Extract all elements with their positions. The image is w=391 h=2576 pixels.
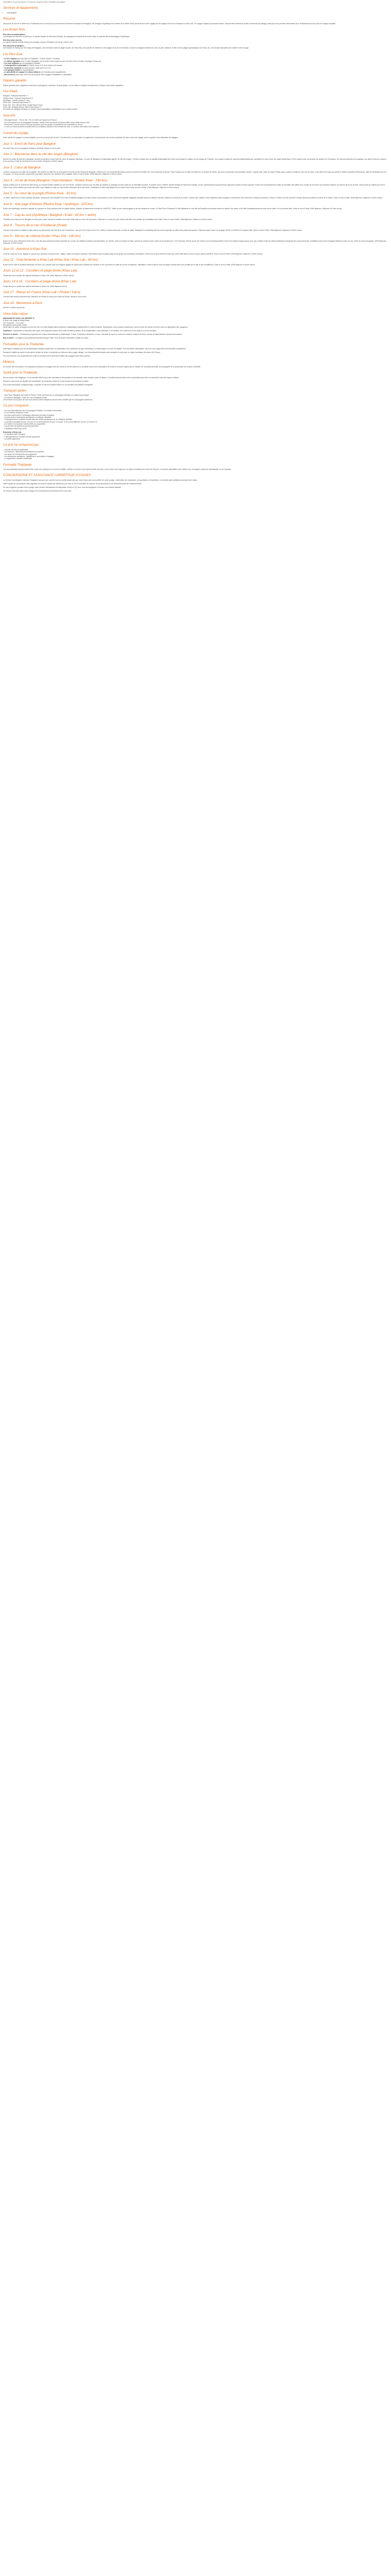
day-text: Route vers le parc national de Khao Sok, l'une des plus anciennes forêts tropicales du monde, aux falaises calcaires spectaculaires. En chemin, arrêt au temple du Tigre, perché au sommet d'une colline et accessible par 1 237 marches. Arrivée au lac de Cheow Larn et embarquement à bord d'un bateau longue queue pour une croisière entre les pitons karstiques émergeant des eaux émeraude. Installation dans votre bungalow flottant au cœur du lac. Dîner et nuit au bungalow. (Petit déjeuner, Déjeuner et Dîner inclus) [3, 240, 387, 245]
day-text: Temps libre pour profiter des plaisirs balnéaires à Khao Lak. (Petit déjeuner inclus) [3, 285, 67, 287]
sante-text: Aucun vaccin n'est obligatoire. Il est conseillé d'être à jour des vaccinations universelles et de consulter votre médecin avant le départ. Un traitement préventif contre le paludisme peut être recommandé selon les régions visitées. [3, 376, 180, 379]
asia-info-list [3, 119, 388, 128]
list-item: - La pension complète ou demi-pension (sauf jours 14 à 17) [3, 66, 51, 69]
itinerary-day [3, 224, 388, 231]
day-text: Arrivée en milieu de journée à Bangkok. Accueil et transfert à votre hôtel au cœur du quartier historique. Le nom de Bangkok en thaïlandais signifie "la cité des Anges". Premier contact avec la capitale thaïlandaise lors d'une promenade en bateau sur les klongs de Thonburi, ces canaux bordés de maisons traditionnelles qui constituent le cœur d'une vie locale authentique. En fin d'après-midi, découverte du quartier de Chinatown, l'un des plus animés de la capitale, aux allées riches en saveurs et en couleurs. Dîner de bienvenue et nuit à l'hôtel. (Déjeuner et Dîner inclus) [3, 158, 387, 163]
day-title: Jours 12 et 13 : Cocotiers et plage dorée (Khao Lak) [3, 269, 77, 273]
hotels-title: Vos hôtels [3, 89, 18, 93]
comprend-sub-list [3, 433, 388, 440]
day-text: Journée consacrée à la visite de la capitale. Découverte du Wat Pho, le plus grand et le plus ancien temple de Bangkok, célèbre pour son immense Bouddha couché recouvert de feuilles d'or. Puis traversée du fleuve Chao Phraya pour la visite du Wat Arun, le temple de l'Aube, aux tours recouvertes de porcelaine colorée. L'après-midi, visite du Grand Palais royal, ancienne résidence des rois de Siam, et du Wat Phra Kaew qui abrite le célèbre Bouddha d'Émeraude, objet de vénération de tout un peuple. En fin de journée, temps libre pour flâner dans les rues animées de la capitale. Dîner et nuit à l'hôtel. (Petit déjeuner, Déjeuner et Dîner inclus) [3, 171, 386, 176]
day-text: Transfert pour l'aéroport de Bangkok et envol pour Krabi. Accueil et transfert vers votre hôtel situé au cœur de la province. Déjeuner en cours de route. Après-midi libre pour profiter des installations de l'hôtel. Dîner et nuit à l'hôtel. (Petit déjeuner, Déjeuner et Dîner inclus) [3, 218, 212, 221]
temps-forts-group [3, 39, 388, 44]
carnet-text: Votre carnet de voyage en version digitale vous sera envoyé par courriel. Sur demande, et moyennant un supplément, Asia propose une version imprimée de votre carnet de voyage, avec un guide et des étiquettes de bagages. [3, 137, 178, 139]
formalite2-title: Formalité Thaïlande [3, 463, 32, 467]
list-item: - Les vols réguliers de la compagnie Emirates : départ Paris via Dubaï en Airbus A380, durée totale environ 16h. [3, 121, 90, 124]
list-item: - Vols Paris / Bangkok via Dubaï et Phuket / Paris via Dubaï sur la compagnie Emirates, en classe économique. [3, 394, 90, 397]
day-title: Jour 2 : Bienvenue dans la cité des Anges (Bangkok) [3, 152, 78, 157]
comprend-sub-title: Extension à Khao Lak : [3, 431, 23, 433]
temps-forts-heading: Des sites incontournables : [3, 33, 26, 36]
day-text: Temps libre pour profiter des plaisirs balnéaires à Khao Lak. (Petit déjeuner et Dîner inclus) [3, 274, 74, 277]
list-item: - Les vols internationaux sur la compagnie Emirates, en classe économique [3, 409, 62, 412]
formalites-text: Informations valables pour les ressortissants français uniquement, en possession d'un passeport de type biométrique ou électronique en cours de validité. Pour les autres nationalités, merci de vous rapprocher des autorités compétentes. [3, 348, 186, 350]
day-text: Arrivée en début de journée. [3, 307, 25, 309]
itinerary-day [3, 192, 388, 199]
day-title: Jour 8 : Trésors de la mer d'Andaman (Krabi) [3, 224, 67, 228]
list-item: - Les frais de visa (si applicable) [3, 448, 28, 451]
resume-title: Résumé [3, 17, 15, 21]
day-title: Jour 17 : Retour en France (Khao Lak / Phuket / Paris) [3, 290, 80, 294]
itinerary-day [3, 258, 388, 266]
list-item: - Les taxes aériennes et surcharges carburant (montant révisable) [3, 414, 55, 416]
carnet-title: Carnet de voyage [3, 131, 28, 135]
itinerary-day [3, 166, 388, 176]
day-title: Jour 18 : Bienvenue à Paris [3, 301, 43, 305]
conciergerie-title: CONCIERGERIE ET ASSISTANCE CARREFOUR VOYAGES [3, 473, 91, 478]
day-text: Le matin, départ pour le parc national d'Erawan, réputé pour ses cascades aux eaux cristallines étagées sur sept niveaux successifs au cœur d'une forêt tropicale. Baignade possible dans les bassins naturels. Déjeuner au bord de la rivière. L'après-midi, balade à dos d'éléphant dans la jungle ou découverte des environs en radeau de bambou. Retour à l'hôtel en fin de journée et temps libre pour profiter du calme de la rivière. Dîner et nuit à l'hôtel. (Petit déjeuner, Déjeuner et Dîner inclus) [3, 197, 382, 199]
day-title: Jour 5 : Au cœur de la jungle (Rivière Kwai - 60 km) [3, 191, 76, 195]
day-title: Jour 7 : Cap au sud (Ayutthaya / Bangkok / Krabi - 60 km + avion) [3, 213, 96, 217]
list-item: - Les boissons, dépenses personnelles et pourboires [3, 451, 44, 453]
list-item: Khao Lak : Mukdara Beach Villa & Spa Resort 4* [3, 106, 41, 109]
hotels-note: Ou hôtels de catégorie similaire en fonction des disponibilités. Classification aux normes locales. [3, 108, 78, 111]
itinerary-day [3, 234, 388, 244]
day-title: Jour 9 : Décors de cinéma (Krabi / Khao Sok - 180 km) [3, 234, 81, 239]
list-item: - L'hébergement en chambre double supérieure [3, 435, 40, 438]
temps-forts-text: Le marché insolite de Mae Klong, les cascades du parc d'Erawan et le lac de Cheow Larn. [3, 41, 73, 44]
list-item: - Pourboires : prévoir environ 30 € par personne pour les guides et chauffeurs sur l'ensemble du circuit. [3, 123, 83, 126]
temps-forts-title: Les temps forts [3, 28, 25, 32]
list-item: - L'hébergement en chambre double dans les hôtels mentionnés ou de catégorie similaire [3, 418, 73, 421]
comprend-title: Ce prix comprend [3, 404, 28, 408]
day-title: Jour 1 : Envol de Paris pour Bangkok [3, 142, 56, 146]
plus-asia-title: Les Plus Asia [3, 52, 23, 56]
hotel-info-line: A Khao Lak, plage de Bang Niang [3, 319, 29, 322]
day-text: Lever de soleil sur le lac. Balade en canoë pour observer la faune locale : singes, calaos et oiseaux tropicaux. Randonnée dans la jungle jusqu'à une grotte aux formations étonnantes. Retour sur la terre ferme et route vers votre hôtel situé à l'orée du parc. Après-midi libre. Dîner et nuit à l'hôtel. (Petit déjeuner, Déjeuner et Dîner inclus) [3, 252, 263, 255]
list-item: - Les repas non mentionnés au programme [3, 453, 37, 455]
formalites-text: Passeport valable au moins 6 mois après la date de retour, comportant au minimum deux pages vierges. Les ressortissants français sont exemptés de visa pour un séjour touristique de moins de 30 jours. [3, 351, 161, 353]
list-item: - Le rythme agréable avec 2 nuits à Bangkok, sur la rivière Kwai et dans le parc de Khao Sok et 8 nuits à la plage à Khao Lak [3, 60, 101, 62]
list-item: - Le supplément chambre individuelle [3, 457, 32, 460]
itinerary-day [3, 202, 388, 210]
hotel-section: Services et loisirs : 4 restaurants proposant une cuisine internationale et thaïlandaise, 3 bars, 3 piscines extérieures, un spa, une salle de sport, un club pour enfants, location de vélos, service de blanchisserie, bureau d'excursions. [3, 333, 183, 336]
itinerary-day [3, 179, 388, 189]
conciergerie-text: Le Service Conciergerie Carrefour Voyages s'occupe pour vous de tous vos petits tracas afin que vous n'ayez plus qu'à profiter de votre voyage : réservation de restaurants, de spectacles, de transferts, ou de toute autre prestation pendant votre séjour. [3, 479, 198, 481]
list-item: Khao Sok : The Cliff and River Jungle Resort 3*sup [3, 104, 43, 106]
formalites-text: Pour les mineurs, une autorisation de sortie du territoire (AST) peut être exigée s'ils voyagent sans leurs parents. [3, 354, 91, 357]
day-title: Jour 4 : Un air de Kwai (Bangkok / Kanchanaburi - Rivière Kwai - 230 km) [3, 178, 107, 182]
conciergerie-text: Ce service est inclus dans votre voyage et ne nécessite aucune démarche de votre part. [3, 489, 72, 492]
mineurs-text: Un mineur doit être porteur d'un passeport individuel et voyager avec au moins un de ses parents ou un adulte muni d'une autorisation de sortie du territoire signée par un titulaire de l'autorité parentale, accompagnée de la photocopie de sa pièce d'identité. [3, 365, 201, 368]
day-title: Jour 11 : Total farniente à Khao Lak (Khao Sok / Khao Lak - 65 km) [3, 258, 98, 262]
list-item: - Les transferts et transports mentionnés en véhicule climatisé [3, 416, 52, 418]
day-text: Envol de Paris sur la compagnie Emirates via Dubaï. Repas et nuit à bord. [3, 147, 61, 149]
formalites-title: Formalités pour la Thaïlande [3, 342, 44, 346]
temps-forts-text: Les temples de Wat Pho et Wat Arun, le marché flottant de Damnoen Saduak, les paysages luxuriants de la rivière Kwai, le superbe site archéologique d'Ayutthaya. [3, 35, 130, 38]
page [0, 0, 391, 497]
list-item: - Les visites et excursions mentionnées au programme [3, 422, 46, 425]
hotel-info-line: Wifi gratuit partout dans l'hôtel [3, 324, 27, 327]
list-item: - Le transfert hôtel / aéroport [3, 433, 25, 436]
conciergerie-text: Notre équipe de conciergerie reste joignable du lundi au samedi par téléphone, par mail ou via le formulaire de contact. Nous répondons à vos demandes dans les meilleurs délais. [3, 482, 142, 485]
sante-title: Santé pour la Thaïlande [3, 371, 38, 375]
list-item: - Les vols réguliers sur la compagnie Emirates [3, 62, 40, 64]
temps-forts-group [3, 45, 388, 49]
itinerary-day [3, 213, 388, 221]
list-item: - Décalage horaire : +5h en été / +6h en hiver par rapport à la France. [3, 119, 57, 122]
list-item: - La pension complète du jour 2 au jour 10, la demi-pension du jour 11 au jour 13 et le petit déjeuner du jour 14 au jour 16 [3, 420, 97, 423]
itinerary-day [3, 291, 388, 298]
list-item: - Les assurances assistance, rapatriement, annulation et bagages [3, 455, 54, 457]
services-title: Services et équipements [3, 6, 38, 10]
itinerary-day [3, 301, 388, 309]
day-title: Jour 3 : Cœur de Bangkok [3, 165, 41, 170]
day-text: Route vers la côte et la station balnéaire de Khao Lak, réputée pour ses longues plages de sable blanc bordées de cocotiers et ses couchers de soleil sur la mer d'Andaman. Installation à votre hôtel en bord de plage et temps libre pour profiter de la mer et des installations. Dîner et nuit à l'hôtel. (Petit déjeuner et Dîner inclus) [3, 263, 255, 266]
transport-list [3, 394, 388, 399]
itinerary-day [3, 269, 388, 277]
list-item: - Les services de guides locaux francophones [3, 425, 39, 428]
resume-text: Découvrez le nord et le centre de la Thaïlande avec ce circuit qui vous emmène à travers les temples de Bangkok, les vestiges d'Ayutthaya et la nature de la rivière Kwai, avant de finir votre voyage sur les plages de la mer d'Andaman à Khao Lak. Un voyage complet qui associe culture, découvertes, détente au soleil et moments de partage, idéal pour une première découverte de la Thaïlande avec une prise en charge complète. [3, 22, 336, 25]
list-item: - Nos services Asia Expo 24/24 tout au long de votre voyage et assistance à destination [3, 73, 72, 76]
hotel-section: Bon à savoir : La plage est accessible directement depuis l'hôtel. Taxe de séjour éventuelle à régler sur place. [3, 337, 89, 340]
formalite2-text: Les ressortissants français doivent être munis d'un passeport en cours de validité, valable au moins 6 mois après la date de retour. Aucun visa n'est exigé pour un séjour touristique de moins de 30 jours. Les autres nationalités sont invitées à se renseigner auprès de l'ambassade ou du consulat. [3, 468, 231, 471]
transport-text: Les horaires et les plans de vols sont donnés à titre indicatif et peuvent être modifiés par les compagnies aériennes. [3, 399, 93, 401]
list-item: - Vol intérieur Bangkok / Krabi sur une compagnie locale. [3, 396, 47, 399]
services-item: • Conciergerie [7, 12, 388, 14]
hotel-description: Niché dans un cadre verdoyant en bord de mer, cet hôtel élégant allie architecture thaïlandaise traditionnelle et confort moderne. Restaurants, bars, piscines extérieures, spa et centre de remise en forme sont à la disposition des voyageurs. [3, 326, 188, 329]
day-title: Jour 6 : Une page d'histoire (Rivière Kwai / Ayutthaya - 225 km) [3, 202, 93, 206]
temps-forts-heading: Des lieux plus secrets : [3, 39, 23, 41]
itinerary-day [3, 142, 388, 150]
list-item: - L'hébergement confortable en hôtels 3*sup et 4* et en bateau de charme [3, 64, 62, 67]
sante-text: Pensez à vous munir de répulsif anti-moustiques, de protection solaire et d'une trousse de pharmacie de base. [3, 380, 89, 382]
ne-comprend-list [3, 449, 388, 460]
list-item: Ayutthaya : Classic Kameo 3* sup [3, 99, 30, 102]
temps-forts-text: Une balade en bateau sur les klongs de Bangkok, une immersion dans la jungle du parc de Khao Sok, une journée de détente sur les plages de la mer d'Andaman, la nuit en bungalow flottant au cœur du parc national, et bien sûr les plages paradisiaques de Khao Lak, une escale reposante pour clôturer votre voyage. [3, 47, 249, 49]
hotel-select-title: Votre hôtel séjour [3, 312, 28, 316]
itinerary-day [3, 280, 388, 287]
list-item: - Le vol intérieur Bangkok / Krabi [3, 412, 29, 414]
list-item: - L'assistance Asia Expo 24/24 [3, 427, 27, 430]
day-text: Journée d'excursion en bateau longue queue à la découverte des îles de la mer d'Andaman. Cap vers Koh Poda et Koh Tub, reliées à marée basse par un banc de sable. Baignade et snorkeling dans les eaux turquoise au milieu des poissons tropicaux. Déjeuner pique-nique sur la plage. Retour à l'hôtel en fin d'après-midi. Dîner et nuit à l'hôtel. (Petit déjeuner, Déjeuner et Dîner inclus) [3, 229, 302, 231]
list-item: - Ce tiré original pour découvrir la Thaïlande : Culture, Nature, Farniente [3, 58, 60, 60]
itinerary-day [3, 247, 388, 255]
temps-forts-group [3, 33, 388, 38]
list-item: Khao Sok : Khaosok Hilly Resort 3* [3, 101, 31, 104]
list-item: - Les groupes limités à 18 participants [3, 69, 34, 71]
day-title: Jours 14 à 16 : Cocotiers et plage dorée (Khao Lak) [3, 280, 77, 283]
hotel-name: MUKDARA BY KHAO LAK RESORT 4* [3, 317, 35, 320]
comprend-list [3, 410, 388, 430]
day-text: Route vers Ayutthaya, ancienne capitale du royaume de Siam pendant plus de quatre siècles, classée au patrimoine mondial de l'UNESCO. Visite du site archéologique et de ses temples en ruines : le Wat Phra Si Sanphet, le Wat Mahathat où une tête de Bouddha est enlacée dans les racines d'un arbre, et le Wat Chaiwatthanaram au bord de la rivière. Fin de journée libre. Dîner et nuit à l'hôtel. (Petit déjeuner, Déjeuner et Dîner inclus) [3, 208, 342, 210]
sante-text: Pour toute information complémentaire, consultez le site de l'Institut Pasteur ou du ministère des Affaires étrangères. [3, 383, 93, 386]
list-item: - Le possibilité de voyager en classe Affaires sur Emirates (avec supplément) [3, 71, 66, 74]
hotel-info-line: 207 chambres - 1 à 4 pers. [3, 321, 24, 324]
list-item: Rivière Kwai : Floatotel Kwai Resort 3* [3, 97, 34, 99]
ne-comprend-title: Ce prix ne comprend pas [3, 443, 39, 447]
departs-title: Départs garantis [3, 79, 27, 83]
departs-text: Départ garantis avec supplément minimum 6 participants, maximum 18 participants, sur les dates de départs mentionnées ci-dessus (hors dates signalées). [3, 84, 124, 87]
temps-forts-heading: Des moments privilégiés : [3, 45, 25, 47]
transport-title: Transport aérien [3, 388, 26, 393]
asia-info-title: Asia info [3, 113, 15, 117]
itinerary [3, 142, 388, 309]
services-list [3, 12, 388, 14]
plus-asia-list [3, 58, 388, 76]
header-note: Description Ce prix comprend / Ce prix ne comprend pas Formalités Conseigner [3, 1, 66, 3]
list-item: Bangkok : Ramada Riverside 4* [3, 95, 28, 97]
hotels-list [3, 95, 388, 110]
itinerary-day [3, 152, 388, 162]
list-item: - Les petits déjeuners [3, 438, 20, 440]
hotel-section: Chambres : Spacieuses et décorées avec goût, elles disposent toutes d'une salle de bains privative, de la climatisation, d'une télévision, d'un minibar, d'un coffre-fort et d'un balcon ou d'une terrasse. [3, 330, 157, 332]
list-item: - Le tour du circuit peut être modifié selon les conditions locales et les horaires de vols. Le contenu des visites sera respecté. [3, 126, 100, 128]
day-text: Départ matinal pour le marché de Mae Klong, un marché insolite installé sur une voie ferrée : plusieurs fois par jour, les étals se replient au passage du train avant de se réinstaller aussitôt. Poursuite vers le célèbre marché flottant de Damnoen Saduak, où les commerçants proposent fruits, légumes et plats sur leurs barques. Route vers Kanchanaburi et visite du cimetière des Alliés et du musée de la Guerre qui retracent l'histoire du chemin de fer de la mort. Découverte du célèbre pont de la rivière Kwai, rendu célèbre par le film de David Lean. Balade en train sur une section historique de la voie ferrée. Installation à votre hôtel flottant sur la rivière Kwai. Dîner et nuit à l'hôtel. (Petit déjeuner, Déjeuner et Dîner inclus) [3, 184, 385, 189]
day-text: Journée libre avant le transfert vers l'aéroport de Phuket et envol pour Paris via Dubaï. Repas et nuit à bord. [3, 296, 87, 298]
day-title: Jour 10 : Aventure à Khao Sok [3, 247, 46, 251]
mineurs-title: Mineurs [3, 360, 15, 364]
conciergerie-text: En cas d'urgence pendant votre voyage, notre service d'assistance est disponible 24h/24 et 7j/7 pour vous accompagner et trouver une solution adaptée. [3, 486, 122, 488]
